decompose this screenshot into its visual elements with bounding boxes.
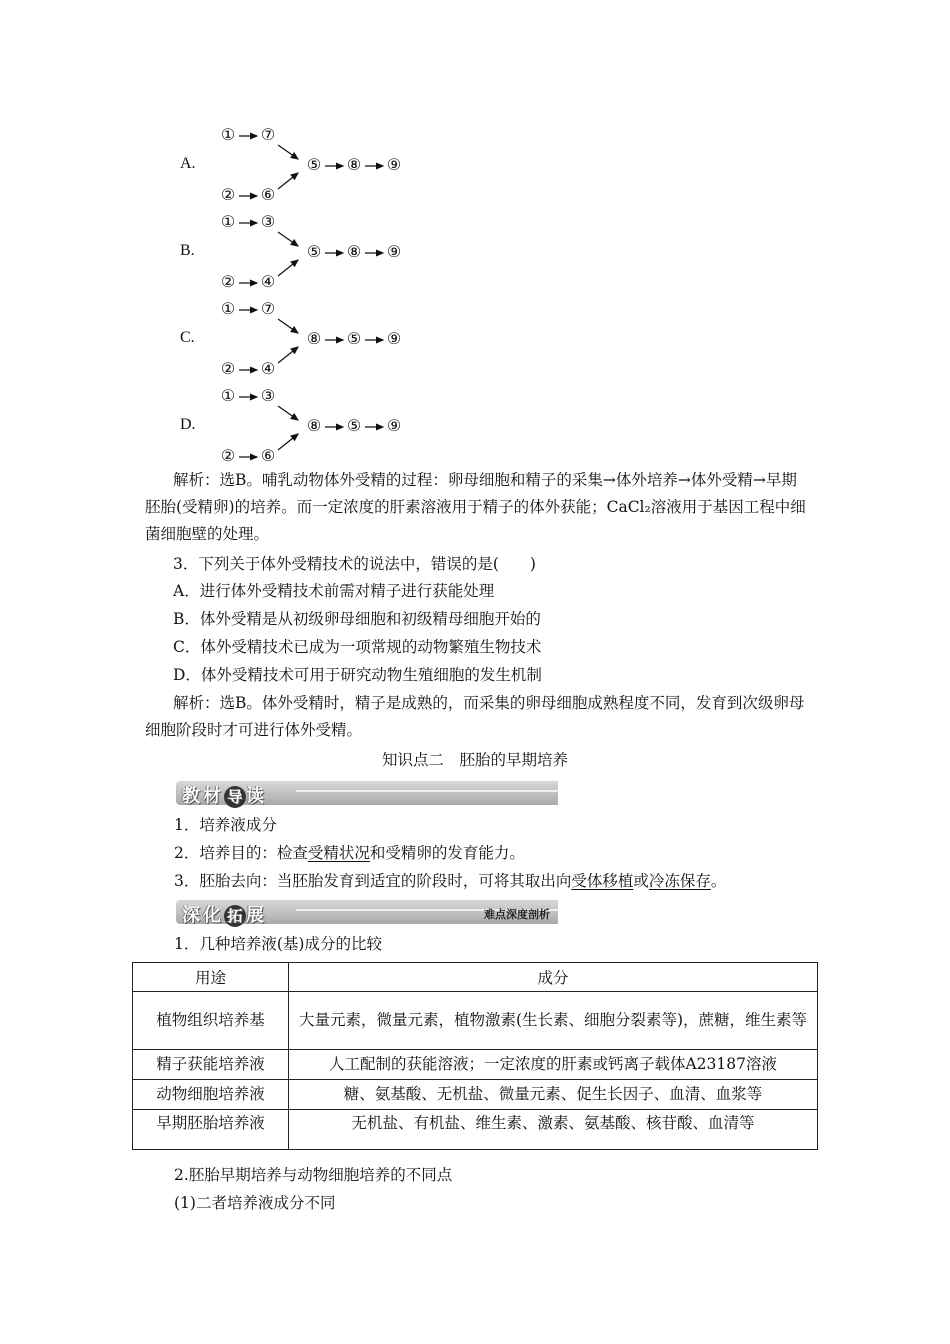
table-row <box>133 992 818 1050</box>
step-top-2: ③ <box>260 386 276 405</box>
option-diagram <box>180 299 420 379</box>
table-row <box>133 1110 818 1150</box>
flow-arrows <box>180 386 420 466</box>
arrow <box>278 260 298 276</box>
question-3-option-d: D．体外受精技术可用于研究动物生殖细胞的发生机制 <box>173 666 542 684</box>
step-bottom-1: ② <box>220 272 236 291</box>
row-components: 糖、氨基酸、无机盐、微量元素、促生长因子、血清、血浆等 <box>289 1080 818 1110</box>
step-bottom-1: ② <box>220 359 236 378</box>
step-merge-3: ⑨ <box>386 242 402 261</box>
question-3-option-c: C．体外受精技术已成为一项常规的动物繁殖生物技术 <box>173 638 542 656</box>
arrow <box>278 145 298 159</box>
arrow <box>278 406 298 420</box>
flow-arrows <box>180 125 420 205</box>
table-row <box>133 1050 818 1080</box>
reading-item-3: 3．胚胎去向：当胚胎发育到适宜的阶段时，可将其取出向受体移植或冷冻保存。 <box>174 872 727 890</box>
step-merge-2: ⑧ <box>346 155 362 174</box>
flow-arrows <box>180 299 420 379</box>
reading-item-2: 2．培养目的：检查受精状况和受精卵的发育能力。 <box>174 844 525 862</box>
step-bottom-2: ⑥ <box>260 446 276 465</box>
arrow <box>278 232 298 246</box>
step-top-1: ① <box>220 386 236 405</box>
row-components: 人工配制的获能溶液；一定浓度的肝素或钙离子载体A23187溶液 <box>289 1050 818 1080</box>
question-3-analysis: 解析：选B。体外受精时，精子是成熟的，而采集的卵母细胞成熟程度不同，发育到次级卵母细胞阶段时才可进行体外受精。 <box>145 694 805 739</box>
option-diagram <box>180 125 420 205</box>
step-merge-2: ⑤ <box>346 329 362 348</box>
row-use: 动物细胞培养液 <box>133 1080 289 1110</box>
flow-arrows <box>180 212 420 292</box>
option-diagram <box>180 212 420 292</box>
step-bottom-1: ② <box>220 185 236 204</box>
header-use: 用途 <box>133 963 289 992</box>
step-bottom-2: ⑥ <box>260 185 276 204</box>
table-row <box>133 1080 818 1110</box>
step-merge-1: ⑧ <box>306 329 322 348</box>
banner-textbook-reading: 教材 导 读 <box>176 781 558 805</box>
arrow <box>278 434 298 450</box>
header-components: 成分 <box>289 963 818 992</box>
step-merge-2: ⑤ <box>346 416 362 435</box>
step-merge-3: ⑨ <box>386 416 402 435</box>
question-3-option-a: A．进行体外受精技术前需对精子进行获能处理 <box>173 582 495 600</box>
difference-item-1: (1)二者培养液成分不同 <box>174 1194 336 1212</box>
step-top-2: ⑦ <box>260 125 276 144</box>
arrow <box>278 173 298 189</box>
reading-item-1: 1．培养液成分 <box>174 816 277 834</box>
step-merge-3: ⑨ <box>386 155 402 174</box>
step-merge-1: ⑤ <box>306 242 322 261</box>
step-top-2: ⑦ <box>260 299 276 318</box>
row-components: 无机盐、有机盐、维生素、激素、氨基酸、核苷酸、血清等 <box>289 1110 818 1150</box>
step-top-1: ① <box>220 299 236 318</box>
step-merge-1: ⑧ <box>306 416 322 435</box>
step-top-2: ③ <box>260 212 276 231</box>
option-letter: C. <box>180 329 195 346</box>
step-top-1: ① <box>220 212 236 231</box>
banner-deepening: 深化 拓 展 难点深度剖析 <box>176 900 558 924</box>
analysis-paragraph-1: 解析：选B。哺乳动物体外受精的过程：卵母细胞和精子的采集→体外培养→体外受精→早期胚胎(受精卵)的培养。而一定浓度的肝素溶液用于精子的体外获能；CaCl₂溶液用于基因工程中细菌细胞壁的处理。 <box>145 471 806 543</box>
arrow <box>278 347 298 363</box>
question-3-stem: 3．下列关于体外受精技术的说法中，错误的是( ) <box>173 555 536 573</box>
step-bottom-2: ④ <box>260 272 276 291</box>
step-top-1: ① <box>220 125 236 144</box>
section-title: 知识点二 胚胎的早期培养 <box>381 751 568 769</box>
step-merge-2: ⑧ <box>346 242 362 261</box>
option-letter: B. <box>180 242 195 259</box>
option-diagram <box>180 386 420 466</box>
question-3-option-b: B．体外受精是从初级卵母细胞和初级精母细胞开始的 <box>173 610 541 628</box>
row-use: 精子获能培养液 <box>133 1050 289 1080</box>
table-header-row <box>133 963 818 992</box>
step-bottom-1: ② <box>220 446 236 465</box>
row-use: 早期胚胎培养液 <box>133 1110 289 1150</box>
row-use: 植物组织培养基 <box>133 992 289 1050</box>
difference-title: 2.胚胎早期培养与动物细胞培养的不同点 <box>174 1166 453 1184</box>
step-merge-1: ⑤ <box>306 155 322 174</box>
step-merge-3: ⑨ <box>386 329 402 348</box>
option-letter: D. <box>180 416 196 433</box>
step-bottom-2: ④ <box>260 359 276 378</box>
medium-comparison-table <box>132 962 818 1150</box>
arrow <box>278 319 298 333</box>
option-letter: A. <box>180 155 196 172</box>
row-components: 大量元素，微量元素，植物激素(生长素、细胞分裂素等)，蔗糖，维生素等 <box>289 992 818 1050</box>
table-title: 1．几种培养液(基)成分的比较 <box>174 935 382 953</box>
